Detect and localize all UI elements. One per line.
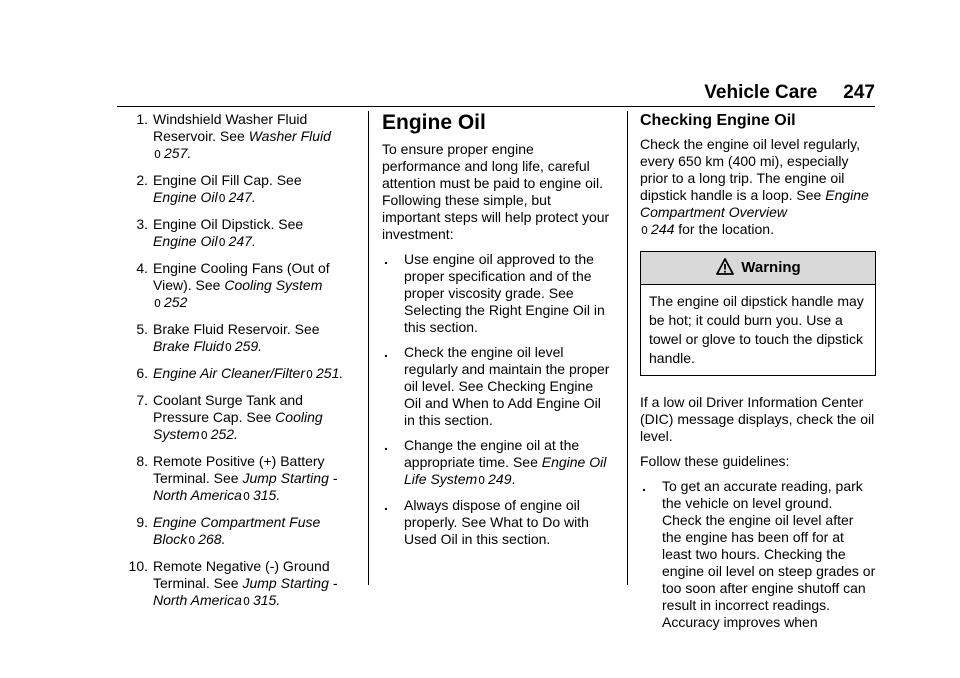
list-item: 5. Brake Fluid Reservoir. See Brake Fluid0 259. (136, 321, 320, 354)
page-reference[interactable]: 259 (234, 338, 259, 354)
bullet-list (640, 478, 876, 631)
page-ref-icon: 0 (154, 148, 161, 161)
page-ref-icon: 0 (154, 297, 161, 310)
bullet-icon: . (642, 478, 646, 494)
list-item: . Check the engine oil level regularly and maintain the proper oil level. See Checking Engine Oil and When to Add Engine Oil in this section. (384, 344, 610, 428)
section-heading: Engine Oil (382, 111, 486, 134)
intro-paragraph: To ensure proper engine performance and long life, careful attention must be paid to engine oil. Following these simple, but important steps will help protect your investment: (382, 141, 610, 242)
page-reference[interactable]: 244 (651, 221, 675, 237)
cross-reference-link[interactable]: Engine Oil (153, 189, 218, 205)
list-item: 6. Engine Air Cleaner/Filter0 251. (136, 365, 344, 381)
list-item: 7. Coolant Surge Tank and Pressure Cap. See Cooling System0 252. (136, 392, 323, 442)
cross-reference-link[interactable]: Engine Oil (153, 233, 218, 249)
list-item: 3. Engine Oil Dipstick. See Engine Oil0 247. (136, 216, 304, 249)
page-reference[interactable]: 252 (210, 426, 235, 442)
list-item: . Always dispose of engine oil properly. See What to Do with Used Oil in this section. (384, 497, 589, 547)
list-item: 8. Remote Positive (+) Battery Terminal. See Jump Starting - North America0 315. (136, 453, 338, 503)
page-ref-icon: 0 (242, 490, 250, 503)
bullet-icon: . (384, 344, 388, 360)
page-header (704, 82, 875, 104)
list-item: 10. Remote Negative (-) Ground Terminal. See Jump Starting - North America0 315. (128, 558, 338, 608)
page-reference[interactable]: 247 (228, 233, 252, 249)
warning-header (641, 252, 875, 285)
page-reference[interactable]: 251 (316, 365, 340, 381)
page-ref-icon: 0 (218, 236, 226, 249)
page-ref-icon: 0 (200, 429, 208, 442)
page-reference[interactable]: 257 (164, 145, 188, 161)
section-title: Vehicle Care (704, 82, 818, 103)
list-item: 9. Engine Compartment Fuse Block0 268. (136, 514, 321, 547)
warning-box (640, 251, 876, 376)
page-ref-icon: 0 (218, 192, 226, 205)
page-ref-icon: 0 (478, 474, 486, 487)
component-list (110, 111, 350, 610)
page-reference[interactable]: 247 (228, 189, 252, 205)
page-reference[interactable]: 268 (198, 531, 222, 547)
engine-oil-column (382, 111, 612, 556)
page-ref-icon: 0 (224, 341, 232, 354)
cross-reference-link[interactable]: Brake Fluid (153, 338, 224, 354)
page-ref-icon: 0 (242, 595, 250, 608)
column-divider (627, 111, 628, 585)
list-item: 1. Windshield Washer Fluid Reservoir. See Washer Fluid 0 257. (136, 111, 331, 161)
component-list-column (110, 111, 350, 619)
cross-reference-link[interactable]: Engine Air Cleaner/Filter (153, 365, 305, 381)
page-ref-icon: 0 (306, 368, 313, 381)
paragraph: If a low oil Driver Information Center (DIC) message displays, check the oil level. (640, 394, 875, 444)
page-ref-icon: 0 (641, 224, 648, 237)
list-item: 2. Engine Oil Fill Cap. See Engine Oil0 247. (136, 172, 302, 205)
page-reference[interactable]: 315 (252, 592, 277, 608)
cross-reference-link[interactable]: Engine Compartment Fuse Block (153, 514, 321, 547)
page-reference[interactable]: 252 (164, 294, 188, 310)
cross-reference-link[interactable]: Engine Oil Life System (404, 454, 607, 487)
cross-reference-link[interactable]: Jump Starting - North America (153, 575, 338, 608)
list-item: . Change the engine oil at the appropriate time. See Engine Oil Life System0 249. (384, 437, 607, 487)
warning-text: The engine oil dipstick handle may be hot; it could burn you. Use a towel or glove to touch the dipstick handle. (649, 293, 864, 366)
cross-reference-link[interactable]: Engine Compartment Overview (640, 187, 869, 220)
page-number: 247 (843, 82, 875, 103)
list-item: . To get an accurate reading, park the vehicle on level ground. Check the engine oil level after the engine has been off for at least two hours. Checking the engine oil level on steep grades or too soon after engine shutoff can result in incorrect readings. Accuracy improves when (642, 478, 876, 630)
warning-icon (715, 257, 735, 277)
bullet-icon: . (384, 497, 388, 513)
cross-reference-link[interactable]: Jump Starting - North America (153, 470, 338, 503)
paragraph: Check the engine oil level regularly, every 650 km (400 mi), especially prior to a long trip. The engine oil dipstick handle is a loop. See Engine Compartment Overview 0 244 for the location. (640, 136, 869, 237)
cross-reference-link[interactable]: Washer Fluid (248, 128, 331, 144)
paragraph: Follow these guidelines: (640, 453, 790, 469)
column-divider (368, 111, 369, 585)
list-item: . Use engine oil approved to the proper specification and of the proper viscosity grade. See Selecting the Right Engine Oil in this section. (384, 251, 605, 335)
subsection-heading: Checking Engine Oil (640, 112, 796, 129)
cross-reference-link[interactable]: Cooling System (153, 409, 323, 442)
bullet-icon: . (384, 251, 388, 267)
list-item: 4. Engine Cooling Fans (Out of View). See Cooling System 0 252 (136, 260, 330, 310)
bullet-icon: . (384, 437, 388, 453)
page-reference[interactable]: 249 (488, 471, 512, 487)
warning-title: Warning (741, 259, 801, 276)
checking-engine-oil-column (640, 111, 876, 639)
page-reference[interactable]: 315 (252, 487, 277, 503)
bullet-list (382, 251, 612, 548)
page-ref-icon: 0 (188, 534, 196, 547)
cross-reference-link[interactable]: Cooling System (224, 277, 323, 293)
header-divider (117, 106, 875, 107)
